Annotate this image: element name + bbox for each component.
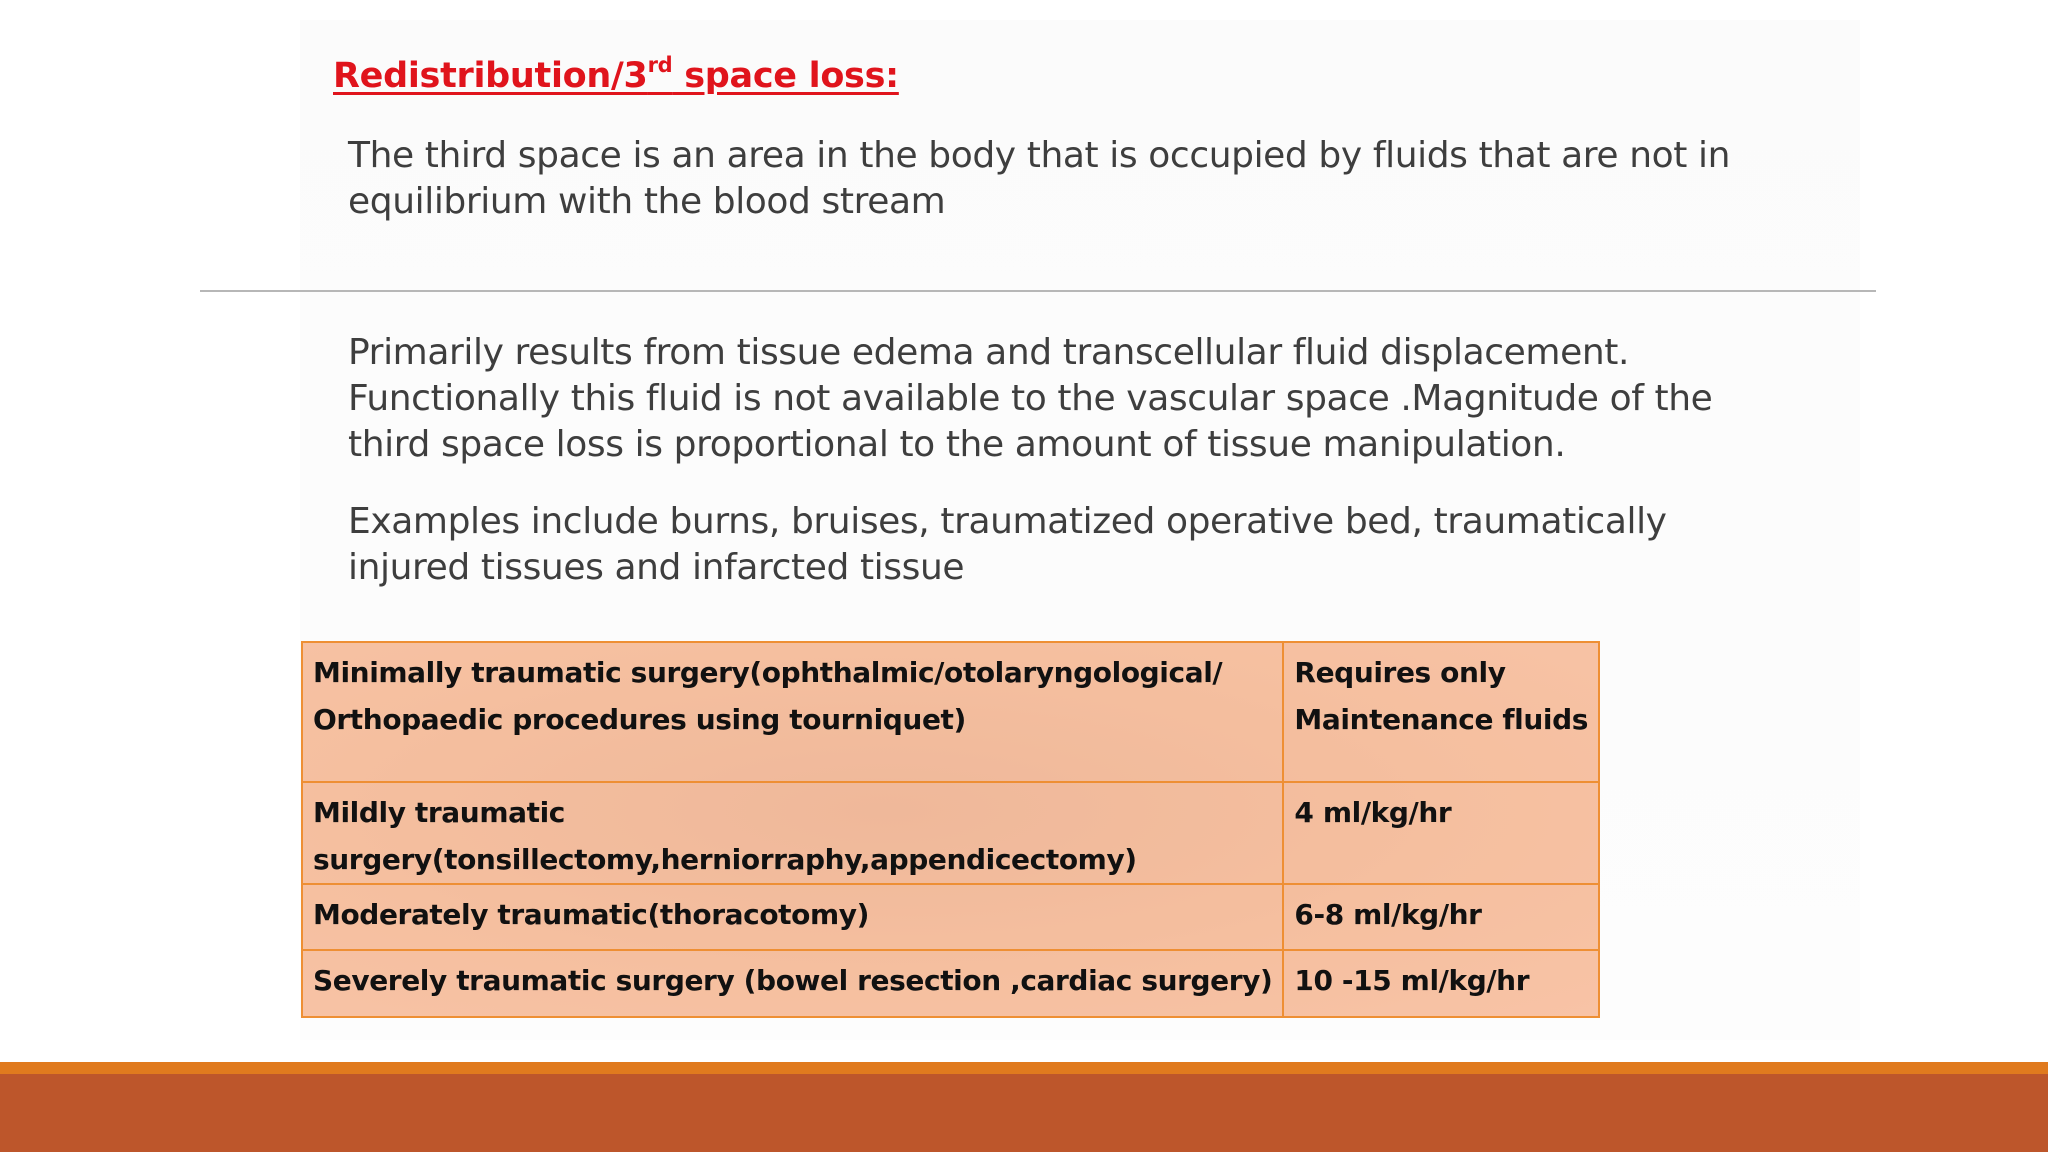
footer-bar: [0, 1074, 2048, 1152]
table-row: [302, 884, 1599, 950]
cell-line: 4 ml/kg/hr: [1294, 796, 1452, 829]
cell-line: Requires only: [1294, 656, 1506, 689]
causes-paragraph: [348, 330, 1712, 468]
cell-line: Severely traumatic surgery (bowel resection ,cardiac surgery): [313, 964, 1273, 997]
surgery-cell: [302, 884, 1283, 950]
heading-superscript: rd: [647, 53, 673, 77]
paragraph-line: The third space is an area in the body that is occupied by fluids that are not in: [348, 135, 1731, 176]
cell-line: Moderately traumatic(thoracotomy): [313, 898, 870, 931]
heading-text-tail: space loss:: [672, 56, 899, 96]
cell-line: 10 -15 ml/kg/hr: [1294, 964, 1530, 997]
surgery-fluid-table: [301, 641, 1600, 1018]
fluid-requirement-cell: [1283, 782, 1599, 884]
surgery-cell: [302, 642, 1283, 782]
cell-line: surgery(tonsillectomy,herniorraphy,appendicectomy): [313, 843, 1137, 876]
heading-text-main: Redistribution/3: [333, 56, 648, 96]
cell-line: Maintenance fluids: [1294, 703, 1589, 736]
paragraph-line: equilibrium with the blood stream: [348, 181, 946, 222]
cell-line: 6-8 ml/kg/hr: [1294, 898, 1482, 931]
surgery-cell: [302, 782, 1283, 884]
paragraph-line: Primarily results from tissue edema and transcellular fluid displacement.: [348, 332, 1630, 373]
fluid-requirement-cell: [1283, 950, 1599, 1017]
table-row: [302, 950, 1599, 1017]
table-row: [302, 782, 1599, 884]
paragraph-line: injured tissues and infarcted tissue: [348, 547, 965, 588]
cell-line: Orthopaedic procedures using tourniquet): [313, 703, 966, 736]
footer-accent-stripe: [0, 1062, 2048, 1074]
definition-paragraph: [348, 133, 1730, 225]
paragraph-line: Examples include burns, bruises, traumatized operative bed, traumatically: [348, 501, 1667, 542]
paragraph-line: third space loss is proportional to the amount of tissue manipulation.: [348, 424, 1566, 465]
fluid-requirement-cell: [1283, 642, 1599, 782]
examples-paragraph: [348, 499, 1667, 591]
slide-heading: [333, 53, 899, 96]
paragraph-line: Functionally this fluid is not available to the vascular space .Magnitude of the: [348, 378, 1713, 419]
cell-line: Mildly traumatic: [313, 796, 565, 829]
section-divider: [200, 290, 1876, 292]
fluid-requirement-cell: [1283, 884, 1599, 950]
cell-line: Minimally traumatic surgery(ophthalmic/otolaryngological/: [313, 656, 1223, 689]
table-row: [302, 642, 1599, 782]
surgery-cell: [302, 950, 1283, 1017]
